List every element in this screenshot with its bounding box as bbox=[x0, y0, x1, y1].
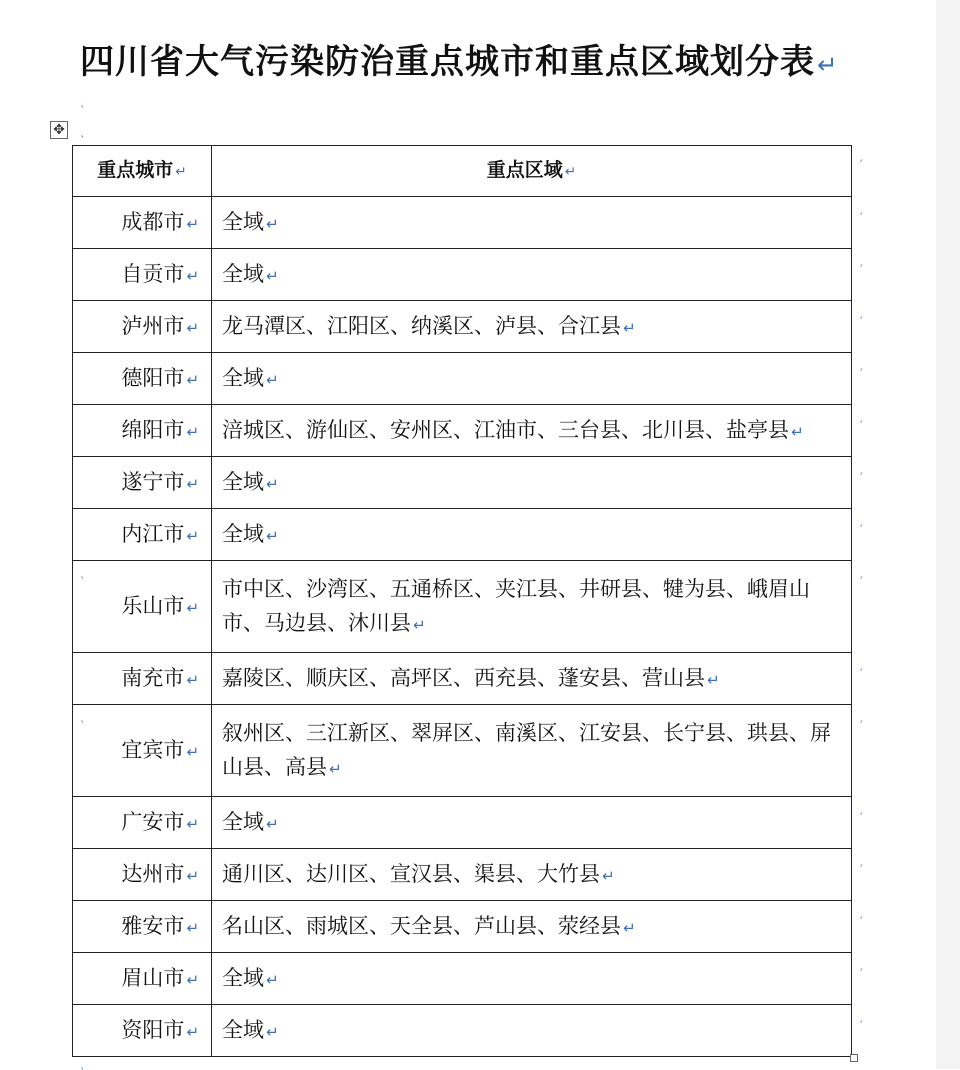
cell-mark-icon: ↵ bbox=[266, 814, 279, 833]
city-name: 眉山市 bbox=[121, 965, 185, 990]
header-area[interactable] bbox=[212, 146, 852, 197]
cell-mark-icon: ↵ bbox=[186, 866, 199, 885]
areas-text: 叙州区、三江新区、翠屏区、南溪区、江安县、长宁县、珙县、屏山县、高县 bbox=[222, 720, 831, 779]
areas-cell[interactable] bbox=[212, 405, 852, 457]
city-name: 德阳市 bbox=[121, 365, 185, 390]
table-resize-handle[interactable] bbox=[850, 1054, 858, 1062]
row-end-mark-icon: ˏ bbox=[858, 1010, 864, 1023]
table-row bbox=[73, 249, 852, 301]
cell-mark-icon: ↵ bbox=[266, 370, 279, 389]
cell-mark-icon: ↵ bbox=[266, 1022, 279, 1041]
city-name: 宜宾市 bbox=[121, 737, 185, 762]
empty-paragraph-mark-icon: ˎ bbox=[80, 1057, 86, 1070]
city-name: 广安市 bbox=[121, 809, 185, 834]
city-name: 达州市 bbox=[121, 861, 185, 886]
areas-text: 全域 bbox=[222, 365, 264, 390]
areas-text: 全域 bbox=[222, 809, 264, 834]
table-row bbox=[73, 457, 852, 509]
row-end-mark-icon: ˏ bbox=[858, 710, 864, 723]
cell-mark-icon: ↵ bbox=[186, 526, 199, 545]
city-name: 南充市 bbox=[121, 665, 185, 690]
areas-text: 通川区、达川区、宣汉县、渠县、大竹县 bbox=[222, 861, 600, 886]
areas-text: 全域 bbox=[222, 469, 264, 494]
row-end-mark-icon: ˏ bbox=[858, 462, 864, 475]
cell-mark-icon: ↵ bbox=[186, 1022, 199, 1041]
city-cell[interactable] bbox=[73, 953, 212, 1005]
table-row bbox=[73, 849, 852, 901]
areas-text: 全域 bbox=[222, 521, 264, 546]
row-end-mark-icon: ˏ bbox=[858, 202, 864, 215]
city-cell[interactable] bbox=[73, 653, 212, 705]
cell-mark-icon: ↵ bbox=[186, 598, 199, 617]
title-text: 四川省大气污染防治重点城市和重点区域划分表 bbox=[80, 42, 815, 82]
cell-mark-icon: ↵ bbox=[186, 214, 199, 233]
empty-paragraph-mark-icon: ˎ bbox=[80, 95, 86, 108]
table-row bbox=[73, 561, 852, 653]
city-cell[interactable] bbox=[73, 1005, 212, 1057]
areas-cell[interactable] bbox=[212, 653, 852, 705]
row-end-mark-icon: ˏ bbox=[858, 306, 864, 319]
areas-cell[interactable] bbox=[212, 353, 852, 405]
city-cell[interactable] bbox=[73, 457, 212, 509]
city-name: 自贡市 bbox=[121, 261, 185, 286]
empty-paragraph-mark-icon: ˎ bbox=[80, 710, 86, 723]
row-end-mark-icon: ˏ bbox=[858, 514, 864, 527]
page-gutter bbox=[936, 0, 960, 1069]
city-name: 绵阳市 bbox=[121, 417, 185, 442]
cell-mark-icon: ↵ bbox=[266, 526, 279, 545]
row-end-mark-icon: ˏ bbox=[858, 854, 864, 867]
row-end-mark-icon: ˏ bbox=[858, 149, 864, 162]
city-cell[interactable] bbox=[73, 353, 212, 405]
cell-mark-icon: ↵ bbox=[623, 318, 636, 337]
areas-cell[interactable] bbox=[212, 953, 852, 1005]
move-icon: ✥ bbox=[53, 122, 65, 138]
areas-cell[interactable] bbox=[212, 849, 852, 901]
city-cell[interactable] bbox=[73, 849, 212, 901]
areas-cell[interactable] bbox=[212, 705, 852, 797]
city-name: 乐山市 bbox=[121, 593, 185, 618]
areas-text: 名山区、雨城区、天全县、芦山县、荥经县 bbox=[222, 913, 621, 938]
row-end-mark-icon: ˏ bbox=[858, 802, 864, 815]
row-end-mark-icon: ˏ bbox=[858, 254, 864, 267]
city-name: 成都市 bbox=[121, 209, 185, 234]
cell-mark-icon: ↵ bbox=[186, 918, 199, 937]
table-row bbox=[73, 1005, 852, 1057]
table-row bbox=[73, 353, 852, 405]
table-move-handle[interactable] bbox=[50, 121, 68, 139]
city-cell[interactable] bbox=[73, 561, 212, 653]
row-end-mark-icon: ˏ bbox=[858, 358, 864, 371]
city-name: 泸州市 bbox=[121, 313, 185, 338]
header-area-label: 重点区域 bbox=[486, 159, 563, 181]
areas-text: 全域 bbox=[222, 261, 264, 286]
areas-text: 涪城区、游仙区、安州区、江油市、三台县、北川县、盐亭县 bbox=[222, 417, 789, 442]
table-row bbox=[73, 197, 852, 249]
city-cell[interactable] bbox=[73, 249, 212, 301]
areas-cell[interactable] bbox=[212, 197, 852, 249]
document-title bbox=[80, 34, 839, 83]
cell-mark-icon: ↵ bbox=[175, 164, 187, 180]
division-table-container bbox=[72, 145, 851, 1057]
city-name: 雅安市 bbox=[121, 913, 185, 938]
empty-paragraph-mark-icon: ˎ bbox=[80, 566, 86, 579]
table-header-row bbox=[73, 146, 852, 197]
row-end-mark-icon: ˏ bbox=[858, 658, 864, 671]
cell-mark-icon: ↵ bbox=[266, 970, 279, 989]
cell-mark-icon: ↵ bbox=[266, 266, 279, 285]
header-city-label: 重点城市 bbox=[97, 159, 174, 181]
table-row bbox=[73, 953, 852, 1005]
row-end-mark-icon: ˏ bbox=[858, 410, 864, 423]
paragraph-mark-icon: ↵ bbox=[817, 50, 839, 79]
table-row bbox=[73, 705, 852, 797]
table-row bbox=[73, 653, 852, 705]
areas-text: 龙马潭区、江阳区、纳溪区、泸县、合江县 bbox=[222, 313, 621, 338]
cell-mark-icon: ↵ bbox=[186, 670, 199, 689]
cell-mark-icon: ↵ bbox=[186, 814, 199, 833]
city-cell[interactable] bbox=[73, 797, 212, 849]
cell-mark-icon: ↵ bbox=[186, 970, 199, 989]
city-cell[interactable] bbox=[73, 197, 212, 249]
areas-text: 全域 bbox=[222, 965, 264, 990]
table-row bbox=[73, 901, 852, 953]
cell-mark-icon: ↵ bbox=[186, 370, 199, 389]
city-name: 遂宁市 bbox=[121, 469, 185, 494]
row-end-mark-icon: ˏ bbox=[858, 906, 864, 919]
division-table bbox=[72, 145, 852, 1057]
row-end-mark-icon: ˏ bbox=[858, 958, 864, 971]
cell-mark-icon: ↵ bbox=[707, 670, 720, 689]
table-row bbox=[73, 509, 852, 561]
cell-mark-icon: ↵ bbox=[329, 759, 342, 778]
areas-cell[interactable] bbox=[212, 561, 852, 653]
cell-mark-icon: ↵ bbox=[413, 615, 426, 634]
cell-mark-icon: ↵ bbox=[186, 266, 199, 285]
table-row bbox=[73, 797, 852, 849]
cell-mark-icon: ↵ bbox=[602, 866, 615, 885]
areas-cell[interactable] bbox=[212, 301, 852, 353]
cell-mark-icon: ↵ bbox=[266, 474, 279, 493]
cell-mark-icon: ↵ bbox=[564, 164, 577, 180]
areas-text: 全域 bbox=[222, 209, 264, 234]
cell-mark-icon: ↵ bbox=[186, 318, 199, 337]
areas-cell[interactable] bbox=[212, 249, 852, 301]
header-city[interactable] bbox=[73, 146, 212, 197]
city-name: 内江市 bbox=[121, 521, 185, 546]
row-end-mark-icon: ˏ bbox=[858, 566, 864, 579]
city-name: 资阳市 bbox=[121, 1017, 185, 1042]
city-cell[interactable] bbox=[73, 301, 212, 353]
city-cell[interactable] bbox=[73, 705, 212, 797]
areas-cell[interactable] bbox=[212, 509, 852, 561]
cell-mark-icon: ↵ bbox=[186, 422, 199, 441]
areas-text: 嘉陵区、顺庆区、高坪区、西充县、蓬安县、营山县 bbox=[222, 665, 705, 690]
areas-cell[interactable] bbox=[212, 901, 852, 953]
cell-mark-icon: ↵ bbox=[791, 422, 804, 441]
areas-cell[interactable] bbox=[212, 797, 852, 849]
table-row bbox=[73, 405, 852, 457]
areas-cell[interactable] bbox=[212, 457, 852, 509]
table-row bbox=[73, 301, 852, 353]
areas-cell[interactable] bbox=[212, 1005, 852, 1057]
cell-mark-icon: ↵ bbox=[186, 742, 199, 761]
city-cell[interactable] bbox=[73, 509, 212, 561]
cell-mark-icon: ↵ bbox=[266, 214, 279, 233]
areas-text: 全域 bbox=[222, 1017, 264, 1042]
cell-mark-icon: ↵ bbox=[623, 918, 636, 937]
cell-mark-icon: ↵ bbox=[186, 474, 199, 493]
areas-text: 市中区、沙湾区、五通桥区、夹江县、井研县、犍为县、峨眉山市、马边县、沐川县 bbox=[222, 576, 810, 635]
empty-paragraph-mark-icon: ˎ bbox=[80, 125, 86, 138]
city-cell[interactable] bbox=[73, 405, 212, 457]
city-cell[interactable] bbox=[73, 901, 212, 953]
